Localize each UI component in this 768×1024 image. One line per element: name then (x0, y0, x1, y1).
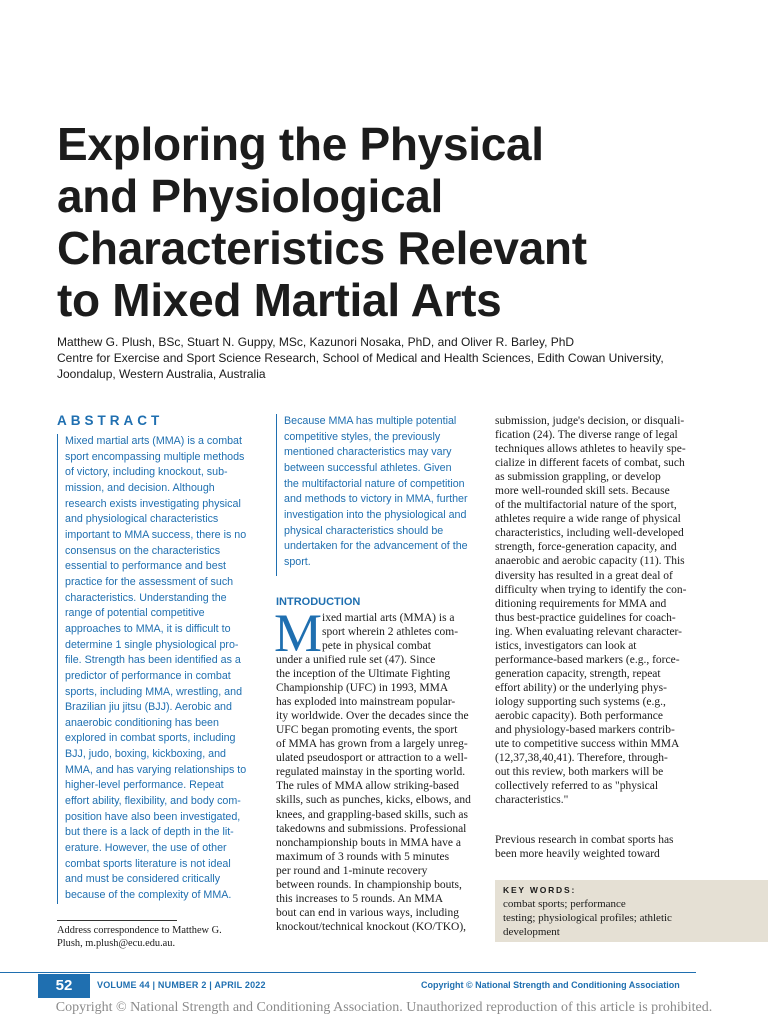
keywords-line: combat sports; performance (503, 898, 626, 910)
body-line: Championship (UFC) in 1993, MMA (276, 682, 449, 695)
abstract-line: mentioned characteristics may vary (284, 446, 452, 459)
abstract-line: characteristics. Understanding the (65, 591, 227, 604)
abstract-line: practice for the assessment of such (65, 575, 234, 588)
body-line: the inception of the Ultimate Fighting (276, 668, 451, 681)
body-line: ute to competitive success within MMA (495, 738, 680, 751)
body-line: (12,37,38,40,41). Therefore, through- (495, 752, 668, 765)
keywords-text (503, 897, 738, 939)
abstract-line: predictor of performance in combat (65, 669, 231, 682)
abstract-line: the multifactorial nature of competition (284, 477, 465, 490)
abstract-line: but there is a lack of depth in the lit- (65, 826, 234, 839)
body-line: Previous research in combat sports has (495, 834, 674, 846)
abstract-line: and methods to victory in MMA, further (284, 493, 468, 506)
body-line: takedowns and submissions. Professional (276, 822, 467, 835)
body-line: techniques allows athletes to heavily spe- (495, 443, 686, 456)
abstract-rule (57, 434, 58, 904)
body-line: characteristics." (495, 794, 569, 807)
body-line: per round and 1-minute recovery (276, 864, 428, 877)
body-line: fication (24). The diverse range of legal (495, 429, 678, 442)
correspondence-line: Plush, m.plush@ecu.edu.au. (57, 938, 176, 949)
keywords-box (495, 880, 768, 942)
body-line: anaerobic and aerobic capacity (11). This (495, 555, 685, 568)
correspondence-line: Address correspondence to Matthew G. (57, 925, 222, 936)
abstract-line: mission, and decision. Although (65, 481, 215, 494)
correspondence-note (57, 924, 267, 950)
abstract-line: determine 1 single physiological pro- (65, 638, 239, 651)
body-line: ixed martial arts (MMA) is a (322, 612, 455, 624)
abstract-line: because of the complexity of MMA. (65, 889, 232, 902)
body-line: UFC began promoting events, the sport (276, 724, 458, 737)
body-line: as submission grappling, or develop (495, 471, 661, 484)
footnote-rule (57, 920, 177, 921)
body-line: of the multifactorial nature of the sport, (495, 499, 677, 512)
abstract-line: combat sports literature is not ideal (65, 857, 231, 870)
abstract-line: physical characteristics should be (284, 524, 444, 537)
article-title (57, 118, 717, 326)
abstract-line: erature. However, the use of other (65, 842, 227, 855)
abstract-rule (276, 414, 277, 576)
abstract-line: anaerobic conditioning has been (65, 716, 219, 729)
abstract-heading: ABSTRACT (57, 413, 164, 428)
abstract-line: Because MMA has multiple potential (284, 415, 457, 427)
abstract-line: sport. (284, 555, 311, 568)
abstract-line: MMA, and has varying relationships to (65, 763, 247, 776)
author-list: Matthew G. Plush, BSc, Stuart N. Guppy, MSc, Kazunori Nosaka, PhD, and Oliver R. Barley, PhD (57, 335, 575, 349)
abstract-line: competitive styles, the previously (284, 430, 441, 443)
abstract-column-1 (65, 434, 265, 904)
body-line: pete in physical combat (322, 640, 431, 653)
abstract-line: Brazilian jiu jitsu (BJJ). Aerobic and (65, 701, 232, 714)
abstract-line: higher-level performance. Repeat (65, 779, 224, 792)
body-line: skills, such as punches, kicks, elbows, and (276, 794, 471, 807)
body-line: regulated mainstay in the sporting world. (276, 766, 466, 779)
abstract-line: Mixed martial arts (MMA) is a combat (65, 435, 242, 447)
author-block (57, 334, 727, 382)
body-line: ditioning requirements for MMA and (495, 597, 667, 610)
copyright-watermark: Copyright © National Strength and Conditioning Association. Unauthorized reproduction of this article is prohibited. (55, 1000, 713, 1015)
abstract-line: effort ability, flexibility, and body com- (65, 795, 241, 808)
abstract-line: range of potential competitive (65, 607, 205, 620)
title-line: Characteristics Relevant (57, 222, 587, 274)
abstract-line: approaches to MMA, it is difficult to (65, 622, 231, 635)
body-line: iology supporting such systems (e.g., (495, 695, 666, 708)
body-line: thus best-practice guidelines for coach- (495, 611, 676, 624)
abstract-line: and physiological characteristics (65, 513, 219, 526)
body-line: aerobic capacity). Both performance (495, 709, 663, 722)
body-line: athletes require a wide range of physical (495, 513, 681, 526)
body-line: bout can end in various ways, including (276, 906, 460, 919)
abstract-line: of victory, including knockout, sub- (65, 466, 228, 479)
body-line: cialize in different facets of combat, such (495, 457, 685, 470)
abstract-line: sports, including MMA, wrestling, and (65, 685, 243, 698)
body-line: performance-based markers (e.g., force- (495, 653, 680, 666)
body-line: been more heavily weighted toward (495, 848, 660, 861)
body-line: under a unified rule set (47). Since (276, 654, 436, 666)
body-line: has exploded into mainstream popular- (276, 696, 456, 709)
introduction-column-2 (276, 653, 472, 934)
introduction-column-3 (495, 414, 691, 807)
introduction-dropcap-lines (322, 611, 472, 653)
abstract-line: consensus on the characteristics (65, 544, 221, 557)
body-line: more well-rounded skill sets. Because (495, 485, 670, 498)
affiliation-line: Joondalup, Western Australia, Australia (57, 367, 266, 381)
body-line: generation capacity, strength, repeat (495, 667, 661, 680)
body-line: knockout/technical knockout (KO/TKO), (276, 920, 467, 933)
issue-info: VOLUME 44 | NUMBER 2 | APRIL 2022 (97, 980, 266, 990)
body-line: of MMA has grown from a largely unreg- (276, 738, 468, 751)
abstract-line: BJJ, judo, boxing, kickboxing, and (65, 748, 227, 761)
body-line: istics, investigators can look at (495, 639, 637, 652)
body-line: ing. When evaluating relevant character- (495, 625, 682, 638)
body-line: characteristics, including well-developed (495, 527, 684, 540)
abstract-line: investigation into the physiological and (284, 508, 467, 521)
title-line: and Physiological (57, 170, 443, 222)
footer-rule (0, 972, 696, 973)
body-line: effort ability) or the underlying phys- (495, 681, 667, 694)
introduction-paragraph-2 (495, 833, 691, 861)
body-line: knees, and grappling-based skills, such as (276, 808, 468, 821)
footer-copyright: Copyright © National Strength and Conditioning Association (421, 980, 680, 990)
abstract-line: important to MMA success, there is no (65, 528, 247, 541)
body-line: submission, judge's decision, or disquali- (495, 415, 685, 427)
abstract-line: explored in combat sports, including (65, 732, 236, 745)
body-line: maximum of 3 rounds with 5 minutes (276, 850, 450, 863)
page-number: 52 (38, 974, 90, 998)
abstract-line: undertaken for the advancement of the (284, 540, 468, 553)
body-line: strength, force-generation capacity, and (495, 541, 677, 554)
abstract-line: essential to performance and best (65, 560, 227, 573)
body-line: between rounds. In championship bouts, (276, 878, 462, 891)
body-line: The rules of MMA allow striking-based (276, 780, 460, 793)
body-line: difficulty when trying to identify the con- (495, 583, 687, 596)
body-line: sport wherein 2 athletes com- (322, 626, 459, 639)
body-line: this increases to 5 rounds. An MMA (276, 892, 444, 905)
drop-cap: M (274, 603, 323, 663)
body-line: ulated pseudosport or attraction to a well- (276, 752, 468, 765)
body-line: diversity has resulted in a great deal of (495, 569, 673, 582)
introduction-heading: INTRODUCTION (276, 596, 361, 608)
affiliation-line: Centre for Exercise and Sport Science Research, School of Medical and Health Sciences, Edith Cowan University, (57, 351, 664, 365)
body-line: collectively referred to as "physical (495, 780, 659, 793)
body-line: ity worldwide. Over the decades since the (276, 710, 469, 723)
abstract-line: research exists investigating physical (65, 497, 241, 510)
body-line: and physiology-based markers contrib- (495, 724, 675, 737)
abstract-line: position have also been investigated, (65, 810, 241, 823)
body-line: nonchampionship bouts in MMA have a (276, 836, 461, 849)
abstract-line: file. Strength has been identified as a (65, 654, 241, 667)
body-line: out this review, both markers will be (495, 766, 664, 779)
keywords-heading: KEY WORDS: (503, 885, 577, 895)
title-line: Exploring the Physical (57, 118, 544, 170)
keywords-line: development (503, 926, 560, 938)
abstract-line: and must be considered critically (65, 873, 221, 886)
title-line: to Mixed Martial Arts (57, 274, 502, 326)
abstract-line: sport encompassing multiple methods (65, 450, 245, 463)
keywords-line: testing; physiological profiles; athletic (503, 912, 672, 924)
abstract-line: between successful athletes. Given (284, 461, 452, 474)
abstract-column-2 (284, 414, 476, 571)
